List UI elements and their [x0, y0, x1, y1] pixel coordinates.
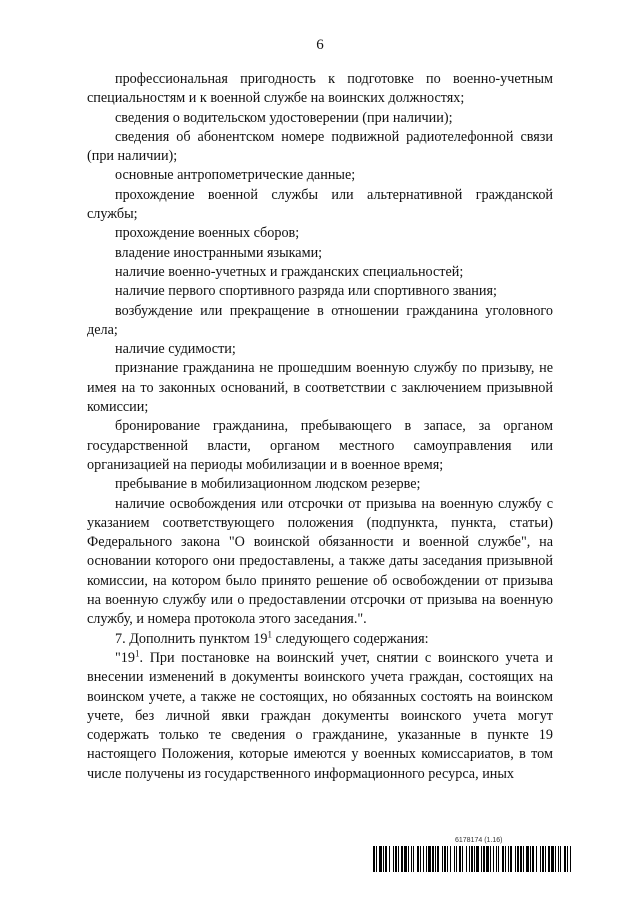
paragraph: бронирование гражданина, пребывающего в запасе, за органом государственной власти, органом местного самоуправления или организацией на периоды мобилизации и в военное время;	[87, 418, 553, 473]
amendment-item-7	[87, 630, 553, 649]
paragraph: сведения о водительском удостоверении (при наличии);	[115, 109, 453, 126]
paragraph: наличие военно-учетных и гражданских специальностей;	[115, 263, 464, 280]
document-body	[87, 70, 553, 784]
item7-text-tail: следующего содержания:	[271, 630, 429, 647]
paragraph: прохождение военной службы или альтернативной гражданской службы;	[87, 186, 553, 223]
paragraph: профессиональная пригодность к подготовке по военно-учетным специальностям и к военной службе на воинских должностях;	[87, 71, 553, 107]
paragraph: наличие судимости;	[115, 341, 236, 358]
paragraph: владение иностранными языками;	[115, 244, 323, 261]
paragraph: признание гражданина не прошедшим военную службу по призыву, не имея на то законных оснований, в соответствии с заключением призывной комиссии;	[87, 360, 553, 416]
paragraph: пребывание в мобилизационном людском резерве;	[115, 476, 421, 493]
paragraph: наличие первого спортивного разряда или спортивного звания;	[115, 283, 497, 300]
paragraph: прохождение военных сборов;	[115, 225, 300, 242]
paragraph: наличие освобождения или отсрочки от призыва на военную службу с указанием соответствующего положения (подпункта, пункта, статьи) Федерального закона "О воинской обязанности и военной службе", на основании которого они предоставлены, а также даты заседания призывной комиссии, на котором было принято решение об освобождении от призыва на военную службу или о предоставлении отсрочки от призыва на военную службу, и номера протокола этого заседания.".	[87, 495, 553, 628]
item7-text: 7. Дополнить пунктом 19	[115, 630, 268, 647]
item7-superscript: 1	[267, 628, 272, 639]
paragraph: возбуждение или прекращение в отношении гражданина уголовного дела;	[87, 302, 553, 338]
item19-text: "19	[115, 649, 135, 666]
amendment-item-19-1	[87, 649, 553, 784]
item19-superscript: 1	[134, 648, 140, 659]
paragraph: основные антропометрические данные;	[115, 167, 356, 184]
document-code: 6178174 (1.16)	[455, 837, 503, 844]
item19-text-tail: . При постановке на воинский учет, снятии с воинского учета и внесении изменений в документы воинского учета граждан, состоящих на воинском учете, а также не состоящих, но обязанных состоять на воинском учете, без личной явки граждан документы воинского учета могут содержать только те сведения о гражданине, указанные в пункте 19 настоящего Положения, которые имеются у военных комиссариатов, в том числе получены из государственного информационного ресурса, иных	[87, 649, 553, 782]
page-number: 6	[316, 37, 324, 53]
barcode-image	[373, 846, 573, 872]
paragraph: сведения об абонентском номере подвижной радиотелефонной связи (при наличии);	[87, 128, 553, 165]
